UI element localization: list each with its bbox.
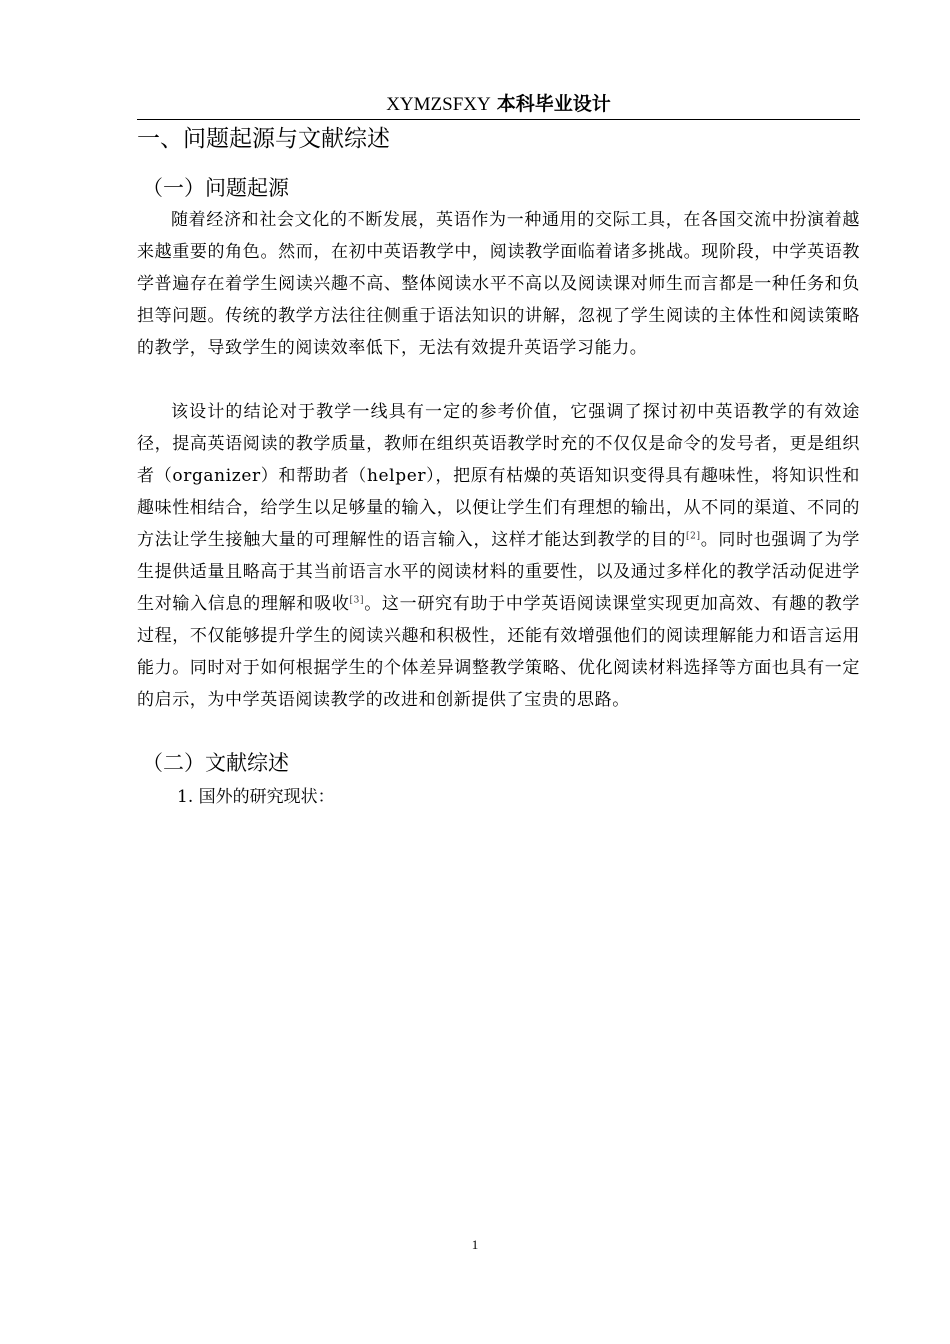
paragraph-text: 。同时也强调了为学生提供适量且略高于其当前语言水平的阅读材料的重要性，以及通过多样化的教学活动促进学生对输入信息的理解和吸收 xyxy=(137,530,860,614)
paragraph-significance xyxy=(137,396,860,716)
section-heading: 一、问题起源与文献综述 xyxy=(137,126,390,152)
list-item-foreign-research: 1. 国外的研究现状： xyxy=(177,787,335,807)
subsection-heading-origin: （一）问题起源 xyxy=(142,176,289,200)
paragraph-origin: 随着经济和社会文化的不断发展，英语作为一种通用的交际工具，在各国交流中扮演着越来越重要的角色。然而，在初中英语教学中，阅读教学面临着诸多挑战。现阶段，中学英语教学普遍存在着学生阅读兴趣不高、整体阅读水平不高以及阅读课对师生而言都是一种任务和负担等问题。传统的教学方法往往侧重于语法知识的讲解，忽视了学生阅读的主体性和阅读策略的教学，导致学生的阅读效率低下，无法有效提升英语学习能力。 xyxy=(137,210,860,358)
citation-marker: [2] xyxy=(686,531,701,542)
header-title: 本科毕业设计 xyxy=(496,93,611,115)
subsection-heading-literature: （二）文献综述 xyxy=(142,751,289,775)
header-code: XYMZSFXY xyxy=(386,94,491,115)
page-number: 1 xyxy=(471,1237,479,1252)
running-header xyxy=(137,92,860,117)
header-divider xyxy=(137,119,860,120)
paragraph-text: 。这一研究有助于中学英语阅读课堂实现更加高效、有趣的教学过程，不仅能够提升学生的阅读兴趣和积极性，还能有效增强他们的阅读理解能力和语言运用能力。同时对于如何根据学生的个体差异调整教学策略、优化阅读材料选择等方面也具有一定的启示，为中学英语阅读教学的改进和创新提供了宝贵的思路。 xyxy=(137,594,860,710)
paragraph-text: 该设计的结论对于教学一线具有一定的参考价值，它强调了探讨初中英语教学的有效途径，提高英语阅读的教学质量，教师在组织英语教学时充的不仅仅是命令的发号者，更是组织者（organizer）和帮助者（helper），把原有枯燥的英语知识变得具有趣味性，将知识性和趣味性相结合，给学生以足够量的输入，以便让学生们有理想的输出，从不同的渠道、不同的方法让学生接触大量的可理解性的语言输入，这样才能达到教学的目的 xyxy=(137,402,860,550)
citation-marker: [3] xyxy=(349,595,365,606)
